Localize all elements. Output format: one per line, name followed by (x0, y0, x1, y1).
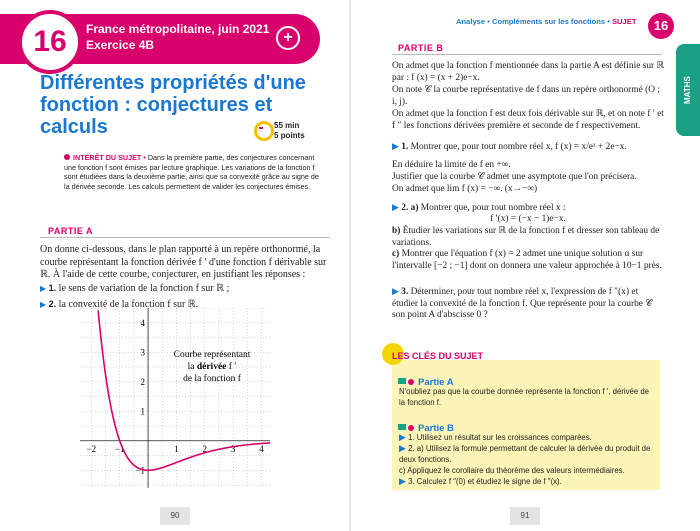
question-number: c) (392, 249, 400, 259)
graph-label-line2: la dérivée f ′ (187, 362, 237, 372)
exercise-label: Exercice 4B (86, 38, 155, 52)
q2c (392, 249, 664, 272)
question-number: 3. (401, 287, 409, 297)
y-tick-label: 1 (140, 406, 146, 417)
green-bar-icon (398, 378, 406, 384)
clock-hand (259, 127, 263, 129)
partie-b-p3: On admet que la fonction f est deux fois dérivable sur ℝ, et on note f ′ et f ″ les fonctions dérivées première et seconde de f respectivement. (392, 109, 664, 131)
page-title: Différentes propriétés d'une fonction : conjectures et calculs (40, 72, 306, 138)
maths-tab-label: MATHS (683, 76, 692, 104)
cles-pb-3: ▶ 3. Calculez f ″(0) et étudiez le signe de f ″(x). (399, 476, 562, 486)
question-text: Montrer que, pour tout nombre réel x, f (x) = x/eˣ + 2e−x. (410, 142, 627, 152)
subject-number-circle: 16 (648, 13, 674, 39)
question-number: 1. (48, 283, 57, 293)
cles-pb-1: ▶ 1. Utilisez un résultat sur les croissances comparées. (399, 432, 592, 442)
question-text: Montrer que, pour tout nombre réel x : (420, 203, 566, 213)
cles-pb-label: Partie B (418, 423, 454, 434)
arrow-icon: ▶ (40, 284, 47, 293)
q3 (392, 286, 664, 322)
duration: 55 min (274, 121, 300, 130)
arrow-icon: ▶ (392, 202, 399, 212)
y-tick-label: 2 (140, 376, 146, 387)
partie-a-heading: PARTIE A (48, 226, 94, 236)
question-text: Déterminer, pour tout nombre réel x, l'expression de f ″(x) et étudier la convexité de la fonction f. Que représente pour la courbe 𝒞 son point A d'abscisse 0 ? (392, 287, 653, 321)
gutter (349, 0, 351, 531)
subject-number-badge: 16 (18, 10, 82, 74)
running-head (456, 17, 636, 26)
q2a (392, 202, 664, 215)
q2b (392, 226, 664, 249)
pink-dot-icon (408, 425, 414, 431)
arrow-icon: ▶ (399, 476, 406, 486)
bullet-icon (64, 154, 70, 160)
arrow-icon: ▶ (399, 443, 406, 453)
x-tick-label: −1 (114, 443, 125, 454)
question-text: Étudier les variations sur ℝ de la fonction f et dresser son tableau de variations. (392, 226, 660, 248)
arrow-icon: ▶ (392, 141, 399, 151)
question-text: la convexité de la fonction f sur ℝ. (58, 299, 199, 310)
arrow-icon: ▶ (392, 286, 399, 296)
question-number: b) (392, 226, 401, 236)
q1-d: On admet que lim f (x) = −∞. (x→−∞) (392, 184, 538, 194)
question-number: 2. a) (401, 203, 419, 213)
arrow-icon: ▶ (399, 432, 406, 442)
running-head-text: Analyse • Compléments sur les fonctions • (456, 17, 610, 26)
green-bar-icon (398, 424, 406, 430)
cles-title: LES CLÉS DU SUJET (392, 351, 484, 361)
x-tick-label: 1 (174, 443, 179, 454)
x-tick-label: 2 (202, 443, 208, 454)
x-tick-label: −2 (86, 443, 97, 454)
question-1 (40, 282, 332, 296)
interet-du-sujet (64, 153, 326, 191)
x-tick-label: 4 (259, 443, 264, 454)
page-number-right: 91 (510, 507, 540, 525)
cles-pa-text: N'oubliez pas que la courbe donnée représente la fonction f ′, dérivée de la fonction f. (399, 387, 650, 407)
clock-icon (254, 121, 274, 141)
q1 (392, 141, 664, 154)
cles-pb-2c: c) Appliquez le corollaire du théorème des valeurs intermédiaires. (399, 466, 625, 475)
q1-c: Justifier que la courbe 𝒞 admet une asymptote que l'on précisera. (392, 172, 637, 182)
divider (40, 237, 330, 238)
cles-pb-2a: ▶ 2. a) Utilisez la formule permettant de calculer la dérivée du produit de deux fonctions. (399, 443, 651, 464)
points: 5 points (274, 131, 305, 140)
y-tick-label: 4 (140, 317, 146, 328)
arrow-icon: ▶ (40, 300, 47, 309)
exam-source: France métropolitaine, juin 2021 (86, 22, 270, 36)
partie-a-intro: On donne ci-dessous, dans le plan rapporté à un repère orthonormé, la courbe représentant la fonction dérivée f ′ d'une fonction f dérivable sur ℝ. À l'aide de cette courbe, conjecturer, en justifiant les réponses : (40, 244, 327, 280)
interet-text: Dans la première partie, des conjectures concernant une fonction f sont émises par lecture graphique. Les variations de la fonction f sont étudiées dans la deuxième partie, ainsi que sa convexité grâce au signe de la dérivée seconde. Les calculs permettent de valider les conjectures émises. (64, 153, 319, 191)
divider (392, 54, 662, 55)
derivative-graph (80, 308, 270, 488)
interet-label: INTÉRÊT DU SUJET • (73, 153, 146, 162)
y-tick-label: 3 (140, 347, 146, 358)
q1-b: En déduire la limite de f en +∞. (392, 160, 511, 170)
graph-label-line3: de la fonction f (183, 374, 241, 384)
partie-b-p1: On admet que la fonction f mentionnée dans la partie A est définie sur ℝ par : f (x) = (x + 2)e−x. (392, 61, 664, 83)
running-head-sujet: SUJET (611, 17, 637, 26)
question-text: Montrer que l'équation f (x) = 2 admet une unique solution α sur l'intervalle [−2 ; −1] dont on donnera une valeur approchée à 10−1 près. (392, 249, 662, 271)
partie-b-p2: On note 𝒞 la courbe représentative de f dans un repère orthonormé (O ; i, j). (392, 85, 660, 107)
graph-label-line1: Courbe représentant (173, 350, 251, 360)
cles-pa-label: Partie A (418, 377, 454, 388)
pink-dot-icon (408, 379, 414, 385)
q2a-formula: f ′(x) = (−x − 1)e−x. (490, 214, 566, 224)
plus-circle-icon: + (276, 26, 300, 50)
y-tick-label: −1 (135, 465, 146, 476)
partie-b-heading: PARTIE B (398, 43, 444, 53)
question-text: le sens de variation de la fonction f sur ℝ ; (58, 283, 230, 294)
question-number: 1. (401, 142, 409, 152)
page-number-left: 90 (160, 507, 190, 525)
question-number: 2. (48, 299, 57, 309)
x-tick-label: 3 (230, 443, 236, 454)
